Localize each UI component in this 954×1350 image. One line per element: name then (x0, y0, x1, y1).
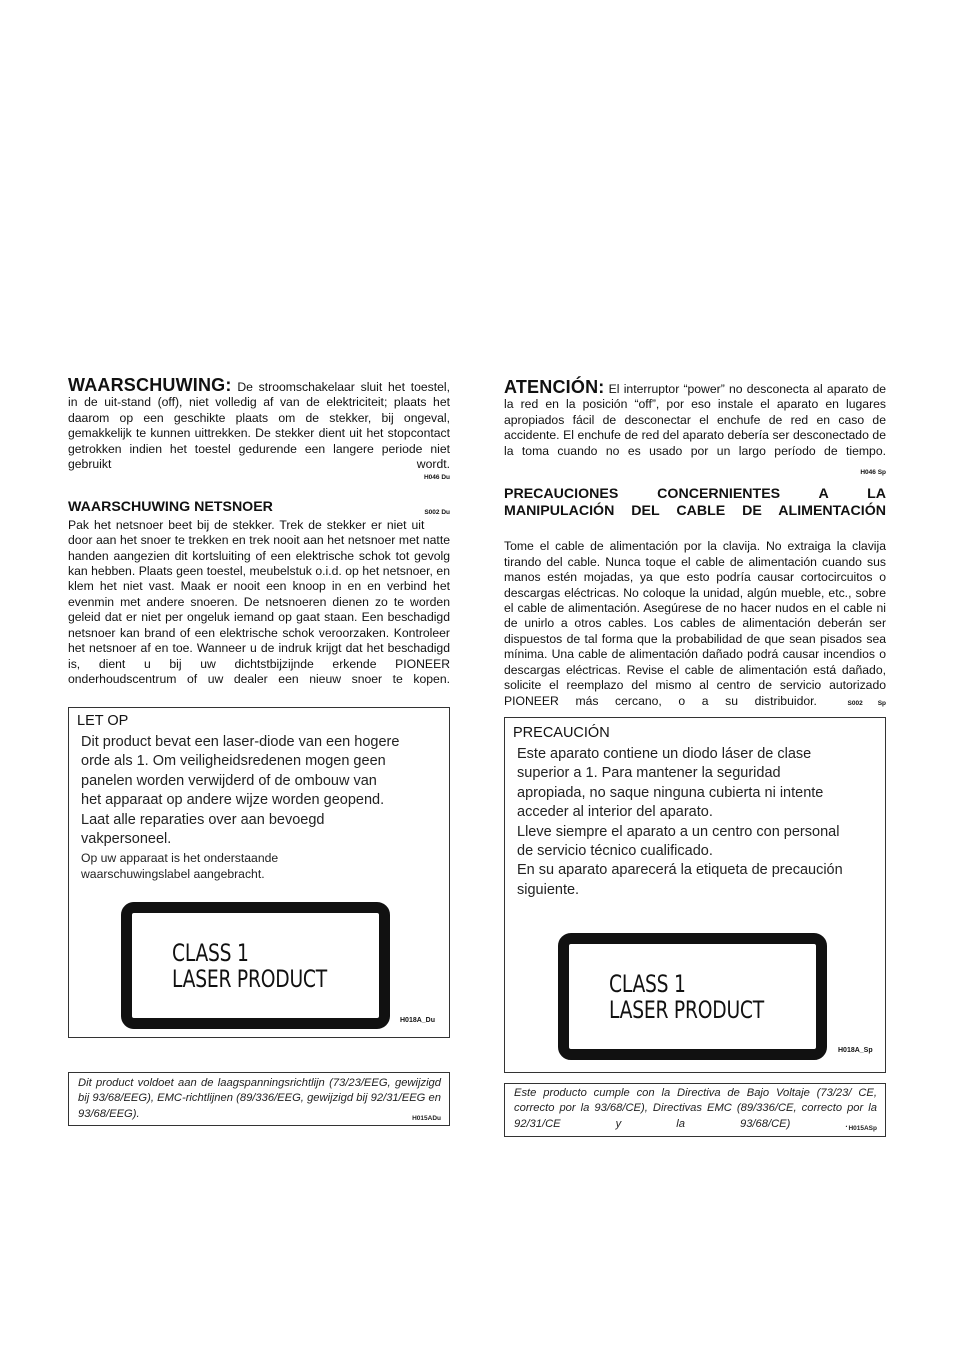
dutch-caution-line: orde als 1. Om veiligheidsredenen mogen geen (81, 753, 386, 770)
spanish-column (504, 377, 886, 726)
dutch-cord-code: S002 Du (424, 508, 450, 516)
dutch-caution-note-line: waarschuwingslabel aangebracht. (81, 867, 265, 881)
spanish-caution-line: de servicio técnico cualificado. (517, 843, 713, 860)
dutch-ec-text: Dit product voldoet aan de laagspanningsrichtlijn (73/23/EEG, gewijzigd bij 93/68/EEG), EMC-richtlijnen (89/336/EEG, gewijzigd bij 92/31/EEG en 93/68/EEG). (78, 1077, 441, 1120)
dutch-caution-line: vakpersoneel. (81, 831, 172, 848)
dutch-caution-line: het apparaat op andere wijze worden geopend. (81, 792, 385, 809)
spanish-ec-text: Este producto cumple con la Directiva de Bajo Voltaje (73/23/ CE, correcto por la 93/68/CE), Directivas EMC (89/336/CE, correcto por la 92/31/CE y la 93/68/CE) . (514, 1087, 877, 1130)
dutch-warning-code: H046 Du (423, 473, 450, 481)
spanish-laser-class: CLASS 1 (609, 970, 686, 998)
spanish-cord-paragraph (504, 539, 886, 726)
dutch-column (68, 375, 450, 703)
spanish-caution-body (517, 745, 883, 900)
spanish-laser-product: LASER PRODUCT (609, 996, 764, 1024)
dutch-caution-line: panelen worden verwijderd of de ombouw van (81, 772, 377, 789)
spanish-caution-line: siguiente. (517, 881, 580, 898)
spanish-warning-code: H046 Sp (860, 469, 886, 477)
spanish-label-code: H018A_Sp (838, 1047, 873, 1054)
spanish-warning-text: El interruptor “power” no desconecta al aparato de la red en la posición “off”, por eso instale el aparato en lugares apropiados fácil de desconectar el enchufe de red en caso de accidente. El enchufe de red del aparato debería ser desconectado de la toma cuando no es usado por un largo período de tiempo. (504, 382, 886, 458)
dutch-warning-paragraph (68, 375, 450, 488)
dutch-label-code: H018A_Du (400, 1017, 436, 1024)
dutch-cord-title: WAARSCHUWING NETSNOER (68, 498, 273, 515)
spanish-warning-title: ATENCIÓN: (504, 377, 605, 397)
spanish-ec-code: H015ASp (848, 1124, 877, 1132)
dutch-ec-paragraph (78, 1076, 441, 1142)
dutch-laser-class: CLASS 1 (172, 939, 249, 967)
spanish-laser-text (609, 971, 764, 1023)
dutch-caution-note-line: Op uw apparaat is het onderstaande (81, 851, 279, 865)
spanish-caution-line: superior a 1. Para mantener la seguridad (517, 765, 781, 782)
dutch-warning-text: De stroomschakelaar sluit het toestel, in de uit-stand (off), niet volledig af van de elektriciteit; plaats het daarom op een geschikte plaats om de stekker, bij ongeval, gemakkelijk te kunnen uittrekken. De stekker dient uit het stopcontact getrokken indien het toestel gedurende een langere periode niet gebruikt wordt. (68, 380, 450, 472)
spanish-ec-paragraph (514, 1086, 877, 1152)
spanish-cord-code: S002 Sp (847, 699, 886, 707)
spanish-warning-paragraph (504, 377, 886, 477)
dutch-ec-code: H015ADu (412, 1114, 441, 1122)
spanish-caution-title: PRECAUCIÓN (513, 725, 610, 741)
spanish-caution-line: Lleve siempre el aparato a un centro con personal (517, 823, 840, 840)
dutch-caution-note (81, 850, 441, 882)
dutch-cord-paragraph: Pak het netsnoer beet bij de stekker. Trek de stekker er niet uit door aan het snoer te trekken en trek nooit aan het netsnoer met natte handen aangezien dit kortsluiting of een elektrische schok tot gevolg kan hebben. Plaats geen toestel, meubelstuk o.i.d. op het netsnoer, en klem het niet vast. Maak er nooit een knoop in en en verbind het evenmin met andere snoeren. De netsnoeren dienen zo te worden geleid dat er niet per ongeluk iemand op gaat staan. Een beschadigd netsnoer kan brand of een elektrische schok veroorzaken. Kontroleer het netsnoer af en toe. Wanneer u de indruk krijgt dat het beschadigd is, dient u bij uw dichtstbijzijnde erkende PIONEER onderhoudscentrum of uw dealer een nieuw snoer te kopen. (68, 517, 450, 686)
dutch-caution-line: Dit product bevat een laser-diode van een hogere (81, 734, 400, 750)
dutch-caution-body (81, 733, 447, 849)
dutch-laser-text (172, 940, 327, 992)
spanish-cord-text: Tome el cable de alimentación por la clavija. No extraiga la clavija tirando del cable. Nunca toque el cable de alimentación cuando sus manos estén mojadas, ya que esto podría causar cortocircuitos o descargas eléctricas. No coloque la unidad, algún mueble, etc., sobre el cable de alimentación. Asegúrese de no hacer nudos en el cable ni de unirlo a otros cables. Los cables de alimentación deberán ser dispuestos de tal forma que la probabilidad de que sean pisados sea mínima. Una cable de alimentación dañado podrá causar incendios o descargas eléctricas. Revise el cable de alimentación está dañado, solicite el reemplazo del mismo al centro de servicio autorizado PIONEER más cercano, o a su distribuidor. (504, 539, 886, 708)
spanish-cord-heading: PRECAUCIONES CONCERNIENTES A LA MANIPULACIÓN DEL CABLE DE ALIMENTACIÓN (504, 486, 886, 520)
dutch-warning-title: WAARSCHUWING: (68, 375, 232, 395)
spanish-caution-line: En su aparato aparecerá la etiqueta de precaución (517, 862, 843, 879)
dutch-caution-line: Laat alle reparaties over aan bevoegd (81, 811, 325, 828)
spanish-caution-line: Este aparato contiene un diodo láser de clase (517, 746, 812, 762)
spanish-caution-line: acceder al interior del aparato. (517, 804, 713, 821)
dutch-cord-heading (68, 499, 450, 516)
spanish-caution-line: apropiada, no saque ninguna cubierta ni intente (517, 784, 824, 801)
dutch-caution-title: LET OP (77, 713, 129, 729)
dutch-laser-product: LASER PRODUCT (172, 965, 327, 993)
